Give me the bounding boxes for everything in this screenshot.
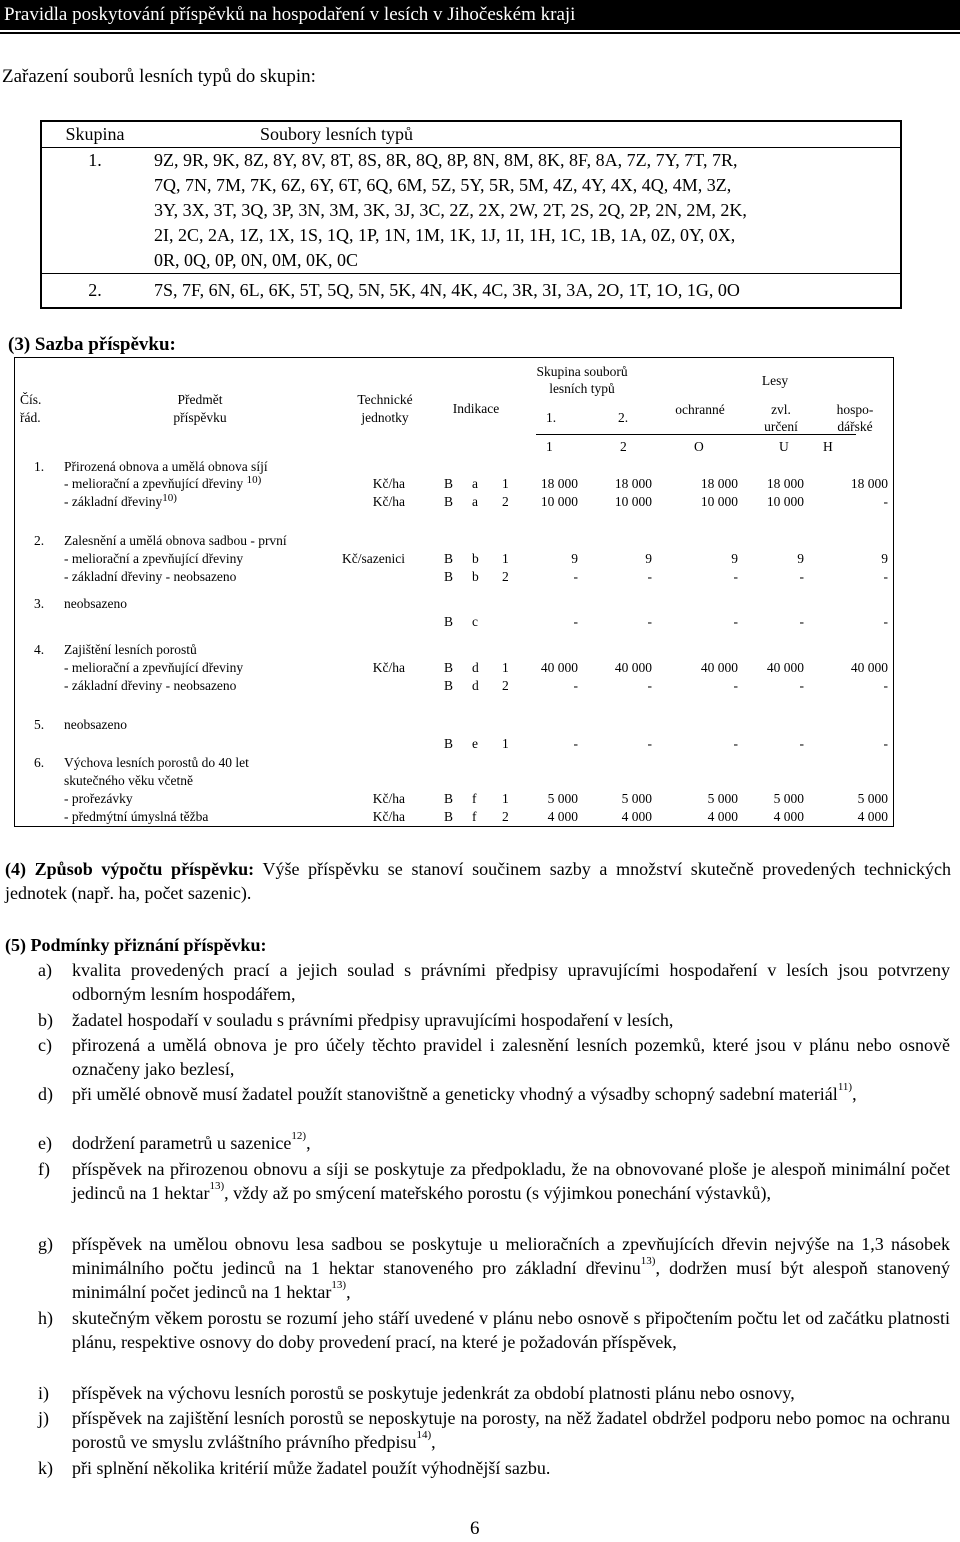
indicator-1: B xyxy=(444,736,454,751)
indicator-2: f xyxy=(472,791,477,806)
row1-sub2: - základní dřeviny$^{10)}$ xyxy=(64,492,177,509)
hdr-urceni: určení xyxy=(764,419,798,434)
hdr-predmet-2: příspěvku xyxy=(173,410,227,425)
rate-value: - xyxy=(733,569,738,584)
rate-value: - xyxy=(883,736,888,751)
indicator-2: f xyxy=(472,809,477,824)
row1-sub1: - meliorační a zpevňující dřeviny $^{10)}$ xyxy=(64,474,262,491)
indicator-1: B xyxy=(444,678,454,693)
indicator-3: 2 xyxy=(502,494,509,509)
row1-title: Přirozená obnova a umělá obnova síjí xyxy=(64,459,268,474)
rate-value: - xyxy=(647,736,652,751)
rate-value: 5 000 xyxy=(773,791,804,806)
rate-value: 10 000 xyxy=(540,494,578,509)
rate-value: 4 000 xyxy=(621,809,652,824)
rate-value: - xyxy=(647,569,652,584)
header-divider xyxy=(536,434,856,435)
hdr-rad: řád. xyxy=(20,410,41,425)
sets-line: 3Y, 3X, 3T, 3Q, 3P, 3N, 3M, 3K, 3J, 3C, 2Z, 2X, 2W, 2T, 2S, 2Q, 2P, 2N, 2M, 2K, xyxy=(154,200,747,220)
rate-value: 40 000 xyxy=(850,660,888,675)
indicator-1: B xyxy=(444,660,454,675)
indicator-2: a xyxy=(472,494,478,509)
indicator-2: c xyxy=(472,614,478,629)
row4-title: Zajištění lesních porostů xyxy=(64,642,197,657)
rate-value: 9 xyxy=(797,551,804,566)
rate-value: 5 000 xyxy=(621,791,652,806)
group-sets xyxy=(148,274,901,309)
rate-value: - xyxy=(883,569,888,584)
hdr-key-1: 1 xyxy=(546,439,553,454)
hdr-cis: Čís. xyxy=(20,392,42,407)
rate-value: - xyxy=(733,678,738,693)
table-row xyxy=(41,148,901,274)
rate-value: 40 000 xyxy=(766,660,804,675)
row4-sub1: - meliorační a zpevňující dřeviny xyxy=(64,660,244,675)
rate-value: 4 000 xyxy=(857,809,888,824)
indicator-1: B xyxy=(444,809,454,824)
hdr-hospo: hospo- xyxy=(836,402,874,417)
rate-value: 4 000 xyxy=(547,809,578,824)
hdr-ochranne: ochranné xyxy=(675,402,725,417)
sets-line: 7Q, 7N, 7M, 7K, 6Z, 6Y, 6T, 6Q, 6M, 5Z, 5Y, 5R, 5M, 4Z, 4Y, 4X, 4Q, 4M, 3Z, xyxy=(154,175,732,195)
sets-line: 9Z, 9R, 9K, 8Z, 8Y, 8V, 8T, 8S, 8R, 8Q, 8P, 8N, 8M, 8K, 8F, 8A, 7Z, 7Y, 7T, 7R, xyxy=(154,150,738,170)
indicator-3: 1 xyxy=(502,736,509,751)
unit-cell: Kč/ha xyxy=(372,660,405,675)
indicator-3: 1 xyxy=(502,551,509,566)
rate-value: - xyxy=(647,614,652,629)
rate-value: - xyxy=(799,614,804,629)
page-header xyxy=(0,0,960,30)
rate-value: 40 000 xyxy=(614,660,652,675)
unit-cell: Kč/ha xyxy=(372,791,405,806)
row6-title2: skutečného věku včetně xyxy=(64,773,193,788)
rate-value: 9 xyxy=(881,551,888,566)
row4-num: 4. xyxy=(34,642,45,657)
rate-value: 5 000 xyxy=(547,791,578,806)
hdr-lesnich-typu: lesních typů xyxy=(549,381,615,396)
indicator-1: B xyxy=(444,614,454,629)
rate-value: - xyxy=(883,494,888,509)
row2-num: 2. xyxy=(34,533,45,548)
rate-value: 40 000 xyxy=(540,660,578,675)
rate-value: 18 000 xyxy=(540,476,578,491)
row6-sub1: - prořezávky xyxy=(64,791,133,806)
rate-value: - xyxy=(883,614,888,629)
row2-title: Zalesnění a umělá obnova sadbou - první xyxy=(64,533,287,548)
section-4 xyxy=(5,857,951,905)
col-sets-header: Soubory lesních typů xyxy=(148,121,901,148)
row5-num: 5. xyxy=(34,717,45,732)
rate-value: 10 000 xyxy=(766,494,804,509)
row3-num: 3. xyxy=(34,596,45,611)
indicator-3: 2 xyxy=(502,809,509,824)
indicator-2: b xyxy=(472,569,479,584)
rate-value: 5 000 xyxy=(707,791,738,806)
hdr-indikace: Indikace xyxy=(452,401,500,416)
hdr-technicke: Technické xyxy=(357,392,413,407)
hdr-sk-1: 1. xyxy=(546,410,557,425)
col-group-header: Skupina xyxy=(41,121,148,148)
rate-value: 18 000 xyxy=(614,476,652,491)
row1-num: 1. xyxy=(34,459,45,474)
rate-value: - xyxy=(799,736,804,751)
hdr-predmet: Předmět xyxy=(177,392,223,407)
hdr-sk-2: 2. xyxy=(618,410,629,425)
hdr-lesy: Lesy xyxy=(761,373,789,388)
rate-value: 5 000 xyxy=(857,791,888,806)
rate-value: 10 000 xyxy=(614,494,652,509)
row5-title: neobsazeno xyxy=(64,717,127,732)
sets-line: 2I, 2C, 2A, 1Z, 1X, 1S, 1Q, 1P, 1N, 1M, 1K, 1J, 1I, 1H, 1C, 1B, 1A, 0Z, 0Y, 0X, xyxy=(154,225,736,245)
hdr-jednotky: jednotky xyxy=(361,410,409,425)
indicator-2: b xyxy=(472,551,479,566)
indicator-3: 1 xyxy=(502,660,509,675)
rate-value: - xyxy=(883,678,888,693)
hdr-skupina: Skupina souborů xyxy=(536,364,628,379)
header-rule xyxy=(0,32,960,34)
indicator-1: B xyxy=(444,791,454,806)
group-number: 2. xyxy=(88,280,102,300)
sets-line: 7S, 7F, 6N, 6L, 6K, 5T, 5Q, 5N, 5K, 4N, 4K, 4C, 3R, 3I, 3A, 2O, 1T, 1O, 1G, 0O xyxy=(154,280,740,300)
rate-value: - xyxy=(733,736,738,751)
indicator-3: 2 xyxy=(502,569,509,584)
indicator-1: B xyxy=(444,494,454,509)
rate-value: 40 000 xyxy=(700,660,738,675)
sets-line: 0R, 0Q, 0P, 0N, 0M, 0K, 0C xyxy=(154,250,359,270)
header-title: Pravidla poskytování příspěvků na hospodaření v lesích v Jihočeském kraji xyxy=(4,4,576,25)
groups-table xyxy=(40,120,902,309)
table-row xyxy=(41,274,901,309)
indicator-3: 1 xyxy=(502,791,509,806)
rate-section-title: (3) Sazba příspěvku: xyxy=(8,334,176,355)
indicator-1: B xyxy=(444,551,454,566)
hdr-key-o: O xyxy=(694,439,704,454)
rate-value: 18 000 xyxy=(700,476,738,491)
unit-cell: Kč/ha xyxy=(372,494,405,509)
group-sets xyxy=(148,148,901,274)
hdr-key-h: H xyxy=(823,439,833,454)
rate-value: 10 000 xyxy=(700,494,738,509)
indicator-3: 2 xyxy=(502,678,509,693)
rate-value: - xyxy=(733,614,738,629)
row2-sub2: - základní dřeviny - neobsazeno xyxy=(64,569,237,584)
hdr-key-2: 2 xyxy=(620,439,627,454)
hdr-key-u: U xyxy=(779,439,789,454)
row6-sub2: - předmýtní úmyslná těžba xyxy=(64,809,209,824)
groups-intro: Zařazení souborů lesních typů do skupin: xyxy=(2,66,316,87)
section-4-label: (4) Způsob výpočtu příspěvku: xyxy=(5,859,255,879)
section-5-title: (5) Podmínky přiznání příspěvku: xyxy=(5,935,267,955)
rate-value: - xyxy=(799,678,804,693)
rate-value: 9 xyxy=(645,551,652,566)
indicator-2: a xyxy=(472,476,478,491)
unit-cell: Kč/ha xyxy=(372,809,405,824)
rate-value: 4 000 xyxy=(773,809,804,824)
rate-value: - xyxy=(573,569,578,584)
row4-sub2: - základní dřeviny - neobsazeno xyxy=(64,678,237,693)
rate-value: 4 000 xyxy=(707,809,738,824)
indicator-2: e xyxy=(472,736,478,751)
rate-value: - xyxy=(799,569,804,584)
indicator-1: B xyxy=(444,476,454,491)
rate-value: - xyxy=(573,736,578,751)
groups-table-header xyxy=(41,121,901,148)
rate-value: 9 xyxy=(571,551,578,566)
rate-value: - xyxy=(573,614,578,629)
indicator-3: 1 xyxy=(502,476,509,491)
group-number: 1. xyxy=(41,148,148,274)
rate-value: - xyxy=(573,678,578,693)
hdr-zvl: zvl. xyxy=(771,402,791,417)
indicator-2: d xyxy=(472,678,479,693)
rate-value: 9 xyxy=(731,551,738,566)
indicator-2: d xyxy=(472,660,479,675)
unit-cell: Kč/sazenici xyxy=(342,551,405,566)
indicator-1: B xyxy=(444,569,454,584)
row3-title: neobsazeno xyxy=(64,596,127,611)
hdr-darske: dářské xyxy=(837,419,873,434)
unit-cell: Kč/ha xyxy=(372,476,405,491)
rate-value: 18 000 xyxy=(766,476,804,491)
row2-sub1: - meliorační a zpevňující dřeviny xyxy=(64,551,244,566)
section-4-text: Výše příspěvku se stanoví součinem sazby a množství skutečně provedených technických jednotek (např. ha, počet sazenic). xyxy=(5,859,952,903)
row6-title: Výchova lesních porostů do 40 let xyxy=(64,755,249,770)
page-number: 6 xyxy=(470,1518,480,1539)
rate-value: 18 000 xyxy=(850,476,888,491)
rate-value: - xyxy=(647,678,652,693)
row6-num: 6. xyxy=(34,755,45,770)
